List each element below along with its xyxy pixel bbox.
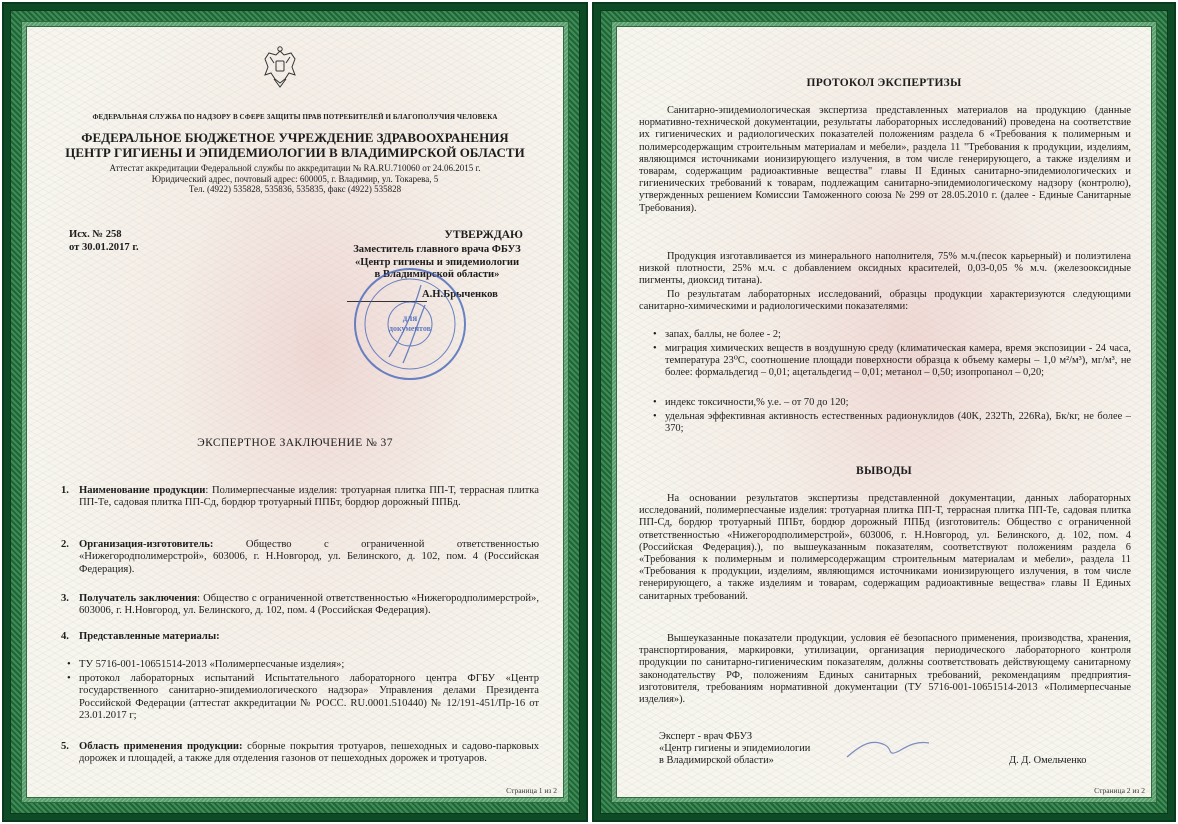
material-item: • протокол лабораторных испытаний Испытательного лабораторного центра ФГБУ «Центр государственного санитарно-эпидемиологического надзора» Управления делами Президента Российской Федерации (аттестат аккредитации № РОСС. RU.0001.510440) № 12/191-451/Пр-16 от 23.01.2017 г; [67,673,539,722]
item-product-name: 1. Наименование продукции: Полимерпесчаные изделия: тротуарная плитка ПП-Т, террасная плитка ПП-Те, садовая плитка ПП-Сд, бордюр тротуарный ППБт, бордюр дорожный ППБд. [61,485,539,509]
left-paper [26,26,564,798]
item-application-area: 5. Область применения продукции: сборные покрытия тротуаров, пешеходных и садово-парковых дорожек и площадей, а также для отделения газонов от пешеходных дорожек и тротуаров. [61,741,539,765]
indicator-item: • удельная эффективная активность естественных радионуклидов (40K, 232Th, 226Ra), Бк/кг, не более – 370; [653,411,1131,435]
svg-text:для: для [402,313,418,323]
right-paper [616,26,1152,798]
round-stamp-icon [351,265,469,383]
expert-name: Д. Д. Омельченко [1009,755,1087,766]
coat-of-arms-icon [259,45,301,89]
organization-info: Аттестат аккредитации Федеральной службы по аккредитации № RA.RU.710060 от 24.06.2015 г. Юридический адрес, почтовый адрес: 600005, г. Владимир, ул. Токарева, 5 Тел. (4922) 535828, 535836, 535835, факс (4922) 535828 [109,163,481,195]
approver-title: Заместитель главного врача ФБУЗ «Центр гигиены и эпидемиологии в Владимирской области» [353,244,521,280]
approver-name: А.Н.Брыченков [422,289,498,300]
document-title: ЭКСПЕРТНОЕ ЗАКЛЮЧЕНИЕ № 37 [197,437,393,449]
left-page [2,2,588,822]
material-item: • ТУ 5716-001-10651514-2013 «Полимерпесчаные изделия»; [67,659,345,670]
protocol-paragraph: Санитарно-эпидемиологическая экспертиза представленных материалов на продукцию (данные нормативно-технической документации, результаты лабораторных исследований) проведена на соответствие их гигиенических и радиологических показателей положениям раздела 6 «Требования к полимерным и полимерсодержащим строительным материалам и мебели», раздела 11 "Требования к продукции, изделиям, являющимся источниками ионизирующего излучения, в том числе генерирующего, а также изделиям и товарам, содержащим радиоактивные вещества" главы II Единых санитарно-эпидемиологических и гигиенических требований к товарам, подлежащим санитарно-эпидемиологическому надзору (контролю), утвержденных решением Комиссии Таможенного союза № 299 от 28.05.2010 г. (далее - Единые Санитарные Требования). [639,105,1131,214]
indicator-item: • запах, баллы, не более - 2; [653,329,781,340]
ministry-header: ФЕДЕРАЛЬНАЯ СЛУЖБА ПО НАДЗОРУ В СФЕРЕ ЗАЩИТЫ ПРАВ ПОТРЕБИТЕЛЕЙ И БЛАГОПОЛУЧИЯ ЧЕЛОВЕКА [92,113,498,121]
conclusion-paragraph: На основании результатов экспертизы представленной документации, данных лабораторных исследований, полимерпесчаные изделия: тротуарная плитка ПП-Т, террасная плитка ПП-Те, садовая плитка ПП-Сд, бордюр тротуарный ППБт, бордюр дорожный ППБд (изготовитель: Общество с ограниченной ответственностью «Нижегородполимерстрой», 603006, г. Н.Новгород, ул. Белинского, д. 102, пом. 4 (Российская Федерация).), по вышеуказанным показателям, соответствуют положениям раздела 6 «Требования к полимерным и полимерсодержащим строительным материалам и мебели», раздела 11 «Требования к продукции, изделиям, являющимся источниками ионизирующего излучения, в том числе генерирующего, а также изделиям и товарам, содержащим радиоактивные вещества» главы II Единых санитарных требований. [639,493,1131,602]
page-number: Страница 2 из 2 [1094,786,1145,795]
product-composition: Продукция изготавливается из минерального наполнителя, 75% м.ч.(песок карьерный) и полиэтилена низкой плотности, 25% м.ч. с добавлением оксидных красителей, 0,03-0,05 % м.ч. (железооксидные пигменты, диоксид титана). [639,251,1131,287]
expert-signature-icon [843,733,933,763]
item-manufacturer: 2. Организация-изготовитель: Общество с ограниченной ответственностью «Нижегородполимерстрой», 603006, г. Н.Новгород, ул. Белинского, д. 102, пом. 4 (Российская Федерация). [61,539,539,575]
expert-title: Эксперт - врач ФБУЗ «Центр гигиены и эпидемиологии в Владимирской области» [659,731,811,767]
conclusions-title: ВЫВОДЫ [855,465,912,477]
page-number: Страница 1 из 2 [506,786,557,795]
results-intro: По результатам лабораторных исследований, образцы продукции характеризуются следующими санитарно-химическими и радиологическими показателями: [639,289,1131,313]
approve-heading: УТВЕРЖДАЮ [444,229,523,241]
item-recipient: 3. Получатель заключения: Общество с ограниченной ответственностью «Нижегородполимерстрой», 603006, г. Н.Новгород, ул. Белинского, д. 102, пом. 4 (Российская Федерация). [61,593,539,617]
indicator-item: • индекс токсичности,% у.е. – от 70 до 120; [653,397,849,408]
right-page [592,2,1176,822]
reference-number: Исх. № 258 от 30.01.2017 г. [69,229,139,253]
item-materials: 4. Представленные материалы: [61,631,220,642]
indicator-item: • миграция химических веществ в воздушную среду (климатическая камера, время экспозиции - 24 часа, температура 23⁰С, соотношение площади поверхности образца к объему камеры – 1,0 м²/м³), мг/м³, не более: формальдегид – 0,01; ацетальдегид – 0,01; метанол – 0,50; изопропанол – 0,20; [653,343,1131,379]
conclusion-paragraph: Вышеуказанные показатели продукции, условия её безопасного применения, производства, хранения, транспортирования, маркировки, утилизации, организация периодического лабораторного контроля продукции по санитарно-гигиеническим показателям, должны соответствовать действующему санитарному законодательству РФ, положениям Единых санитарных требований, рекомендациям предприятия-изготовителя, требованиям нормативной документации (ТУ 5716-001-10651514-2013 «Полимерпесчаные изделия»). [639,633,1131,706]
organization-title: ФЕДЕРАЛЬНОЕ БЮДЖЕТНОЕ УЧРЕЖДЕНИЕ ЗДРАВООХРАНЕНИЯ ЦЕНТР ГИГИЕНЫ И ЭПИДЕМИОЛОГИИ В ВЛАДИМИРСКОЙ ОБЛАСТИ [65,130,525,160]
svg-text:документов: документов [389,324,431,333]
protocol-title: ПРОТОКОЛ ЭКСПЕРТИЗЫ [806,77,962,89]
